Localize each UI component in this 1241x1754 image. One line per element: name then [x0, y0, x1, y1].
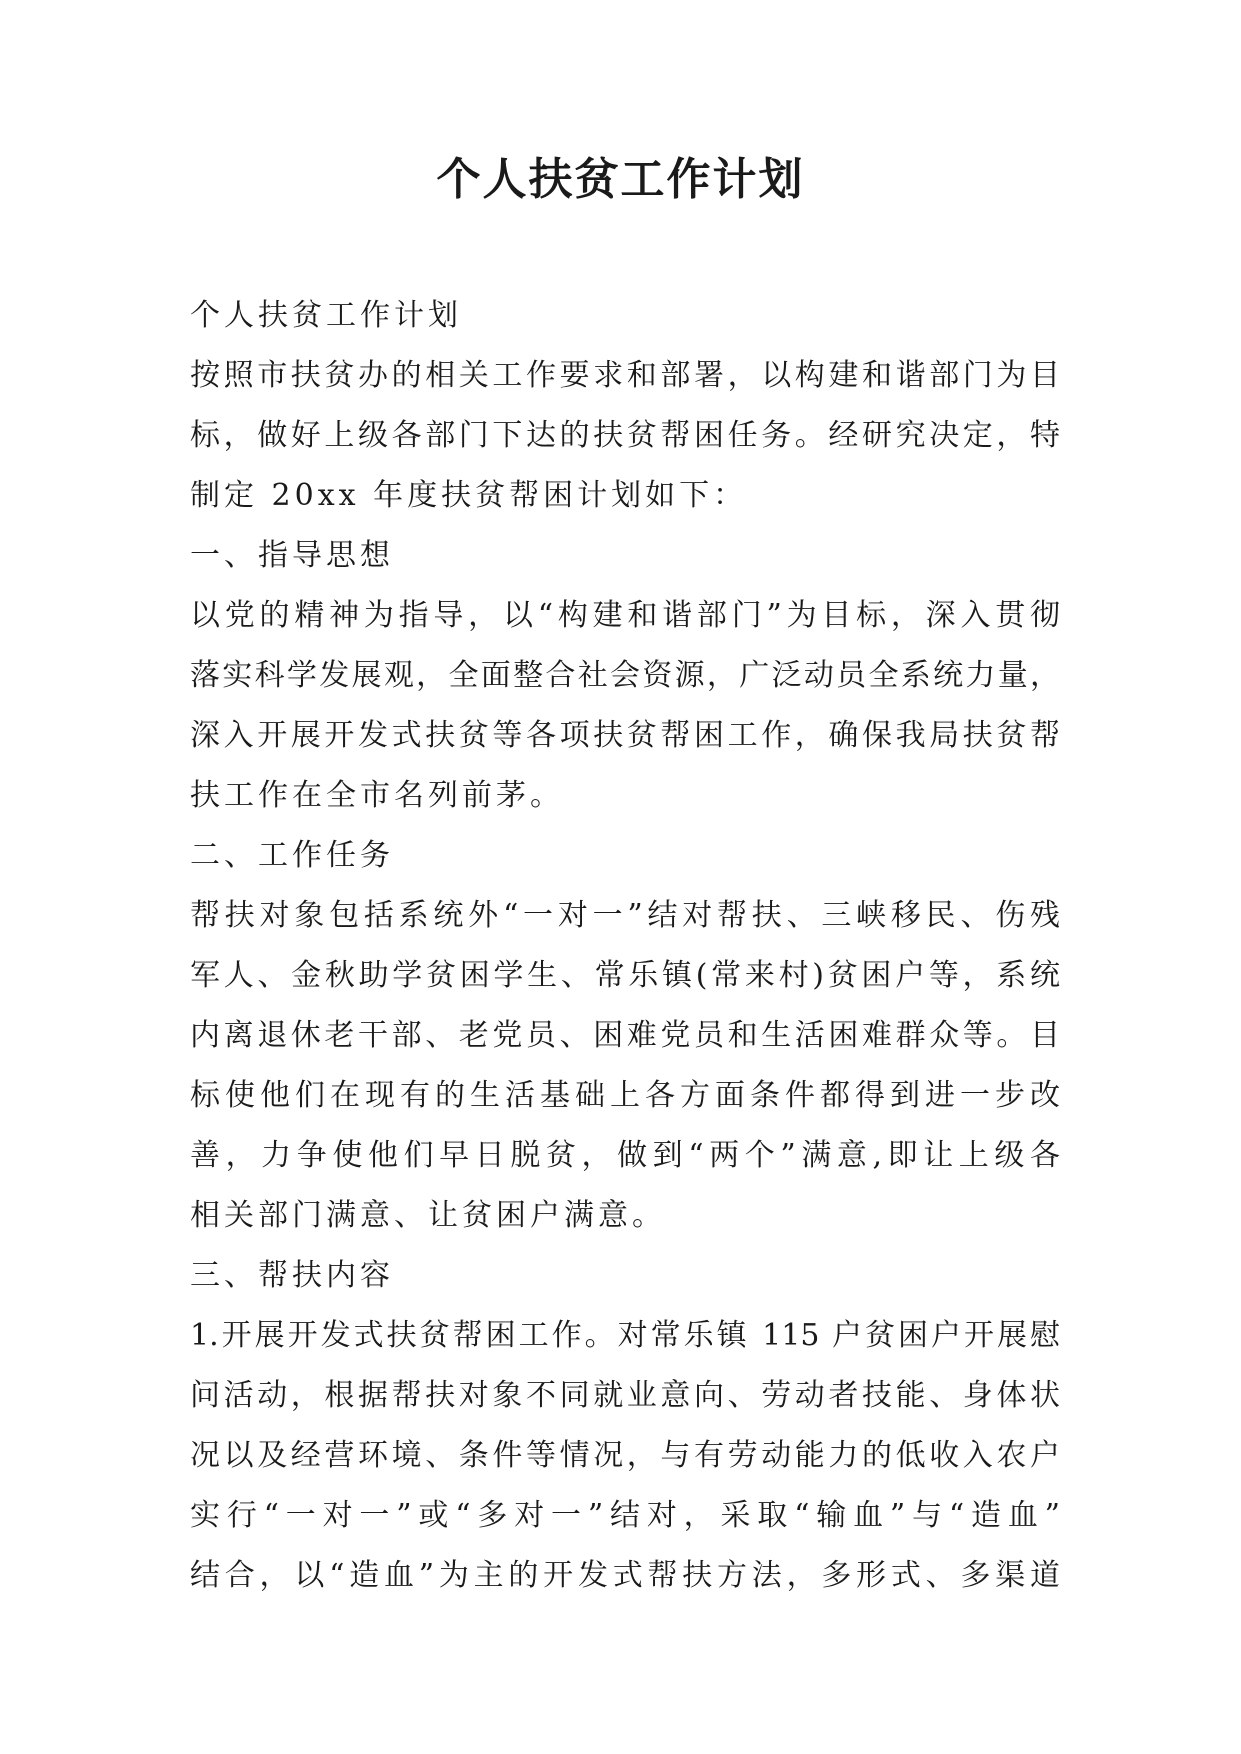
- paragraph-line: 善，力争使他们早日脱贫，做到“两个”满意,即让上级各: [190, 1138, 1060, 1173]
- paragraph-line: 落实科学发展观，全面整合社会资源，广泛动员全系统力量，: [190, 658, 1060, 693]
- paragraph-line: 个人扶贫工作计划: [190, 298, 462, 333]
- paragraph-line: 结合，以“造血”为主的开发式帮扶方法，多形式、多渠道: [190, 1558, 1060, 1593]
- paragraph-line: 深入开展开发式扶贫等各项扶贫帮困工作，确保我局扶贫帮: [190, 718, 1060, 753]
- paragraph-line: 军人、金秋助学贫困学生、常乐镇(常来村)贫困户等，系统: [190, 958, 1060, 993]
- paragraph-line: 相关部门满意、让贫困户满意。: [190, 1198, 666, 1233]
- paragraph-line: 况以及经营环境、条件等情况，与有劳动能力的低收入农户: [190, 1438, 1060, 1473]
- paragraph-line: 1.开展开发式扶贫帮困工作。对常乐镇 115 户贫困户开展慰: [190, 1318, 1060, 1353]
- paragraph-line: 扶工作在全市名列前茅。: [190, 778, 564, 813]
- paragraph-line: 帮扶对象包括系统外“一对一”结对帮扶、三峡移民、伤残: [190, 898, 1060, 933]
- paragraph-line: 以党的精神为指导，以“构建和谐部门”为目标，深入贯彻: [190, 598, 1060, 633]
- paragraph-line: 制定 20xx 年度扶贫帮困计划如下：: [190, 478, 748, 513]
- paragraph-line: 标，做好上级各部门下达的扶贫帮困任务。经研究决定，特: [190, 418, 1060, 453]
- paragraph-line: 标使他们在现有的生活基础上各方面条件都得到进一步改: [190, 1078, 1060, 1113]
- paragraph-line: 内离退休老干部、老党员、困难党员和生活困难群众等。目: [190, 1018, 1060, 1053]
- paragraph-line: 问活动，根据帮扶对象不同就业意向、劳动者技能、身体状: [190, 1378, 1060, 1413]
- paragraph-line: 二、工作任务: [190, 838, 394, 873]
- paragraph-line: 按照市扶贫办的相关工作要求和部署，以构建和谐部门为目: [190, 358, 1060, 393]
- paragraph-line: 三、帮扶内容: [190, 1258, 394, 1293]
- paragraph-line: 一、指导思想: [190, 538, 394, 573]
- document-title: 个人扶贫工作计划: [436, 154, 805, 205]
- document-body: [190, 286, 1060, 1606]
- paragraph-line: 实行“一对一”或“多对一”结对，采取“输血”与“造血”: [190, 1498, 1060, 1533]
